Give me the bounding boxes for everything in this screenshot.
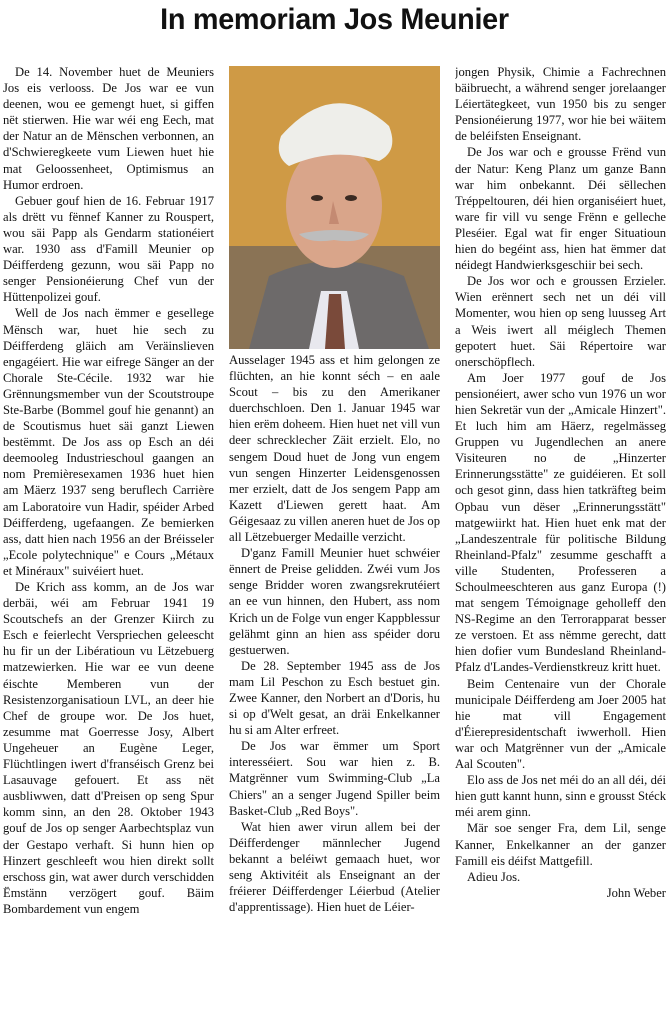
author-signature: John Weber (606, 885, 666, 900)
paragraph: De Krich ass komm, an de Jos war derbäi, wéi am Februar 1941 19 Scoutschefs an der Grenzer Kiirch zu Esch e feierlecht Verspriechen geleescht hu fir un der Libératioun vu Lëtzebuerg matzewierken. Hie war ee vun deene éischte Memberen vun der Resistenzorganisatioun LVL, an deer hie Chef de groupe wor. De Jos huet, zesumme mat Goerresse Josy, Albert Ungeheuer an Eugène Leger, Flüchtlingen iwert d'franséisch Grenz bei Lasauvage gefouert. Et ass nët ausbliwwen, datt d'Preisen op seng Spur komm sinn, an den 28. Oktober 1943 gouf de Jos op senger Aarbechtsplaz vun der Gestapo verhaft. Si hunn hien op Hinzert geschleeft wou hien direkt sollt erschoss gin, wat awer durch verschidden Ëmstänn verzögert gouf. Bäim Bombardement vun engem (3, 580, 214, 916)
paragraph: Beim Centenaire vun der Chorale municipale Déifferdeng am Joer 2005 hat hie mat vill Engagement d'Éierepresidentschaft iwwerholl. Hien war och Matgrënner vun der „Amicale Aal Scouten". (455, 676, 666, 772)
paragraph: Adieu Jos. (467, 869, 521, 884)
portrait-photo (229, 66, 440, 349)
paragraph: Gebuer gouf hien de 16. Februar 1917 als drëtt vu fënnef Kanner zu Rouspert, wou säi Papp als Gendarm stationéiert war. 1930 ass d'Famill Meunier op Déifferdeng gezunn, wou säi Papp no senger Pensionéierung Chef vun der Hüttenpolizei gouf. (3, 193, 214, 305)
paragraph: Well de Jos nach ëmmer e gesellege Mënsch war, huet hie sech zu Déifferdeng gläich am Veräinslieven engagéiert. Hie war eifrege Sänger an der Chorale Ste-Cécile. 1932 war hie Grënnungsmember vun der Scoutstroupe Ste-Barbe (Bommel gouf hie genannt) an de Scoutismus huet säi ganzt Liewen bestëmmt. De Jos ass op Esch an déi deemooleg Industrieschoul gaangen an nom Premièresexamen 1936 huet hien am Mäerz 1937 seng beruflech Carrière am Laboratoire vun Hadir, spéider Arbed Déifferdeng, ugefaangen. Ze bemierken ass, datt hien nach 1956 an der Bréisseler „Ecole polytechnique" e Cours „Métaux et Minéraux" suivéiert huet. (3, 306, 214, 578)
column-1 (3, 64, 214, 1036)
column-3 (455, 64, 666, 1036)
paragraph: Am Joer 1977 gouf de Jos pensionéiert, awer scho vun 1976 un wor hien Sekretär vun der „Amicale Hinzert". Et luch him am Häerz, regelmässeg Gruppen vu Jugendlechen an anere Visiteuren no de „Hinzerter Erinnerungsstätte" ze guidéieren. Et soll och gesot ginn, dass hien tatkräfteg beim Opbau vun dëser „Erinnerungsstätt" matgewiirkt hat. Hien huet enk mat der „Landeszentrale für politische Bildung Rheinland-Pfalz" zesumme geschafft a ville Studenten, Professeren a Schoulmeeschteren aus ganz Europa (!) mat sengem Témoignage geholleff den NS-Regime an den Terrorapparat besser ze verstoen. Et ass nëmme gerecht, datt hien dofier vum Bundesland Rheinland-Pfalz d'Landes-Verdienstkreuz kritt huet. (455, 370, 666, 675)
article-title: In memoriam Jos Meunier (160, 3, 509, 36)
paragraph: De Jos war och e grousse Frënd vun der Natur: Keng Planz um ganze Bann war him onbekannt. Déi sëllechen Tréppeltouren, déi hien organiséiert huet, ware fir vill vu senge Frënn e gelleche Pleséier. Egal wat fir enger Situatioun hien do begéint ass, hien hat ëmmer dat néidegt Handwierksgeschiir bei sech. (455, 145, 666, 273)
paragraph: Wat hien awer virun allem bei der Déifferdenger männlecher Jugend bekannt a beléiwt gemaach huet, wor seng Aktivitéit als Enseignant an der fréierer Déifferdenger Léierbud (Atelier d'apprentissage). Hien huet de Léier- (229, 819, 440, 915)
paragraph: Mär soe senger Fra, dem Lil, senge Kanner, Enkelkanner an der ganzer Famill eis déifst Mattgefill. (455, 821, 666, 868)
paragraph: De 28. September 1945 ass de Jos mam Lil Peschon zu Esch bestuet gin. Zwee Kanner, den Norbert an d'Doris, hu si op d'Welt gesat, an dräi Enkelkanner hu si am Alter erfreet. (229, 658, 440, 738)
paragraph: De Jos war ëmmer um Sport interesséiert. Sou war hien z. B. Matgrënner vum Swimming-Club „La Chiers" an a senger Jugend Spiller beim Basket-Club „Red Boys". (229, 739, 440, 818)
paragraph: Elo ass de Jos net méi do an all déi, déi hien gutt kannt hunn, sinn e grousst Stéck méi arem ginn. (455, 773, 666, 820)
paragraph: Ausselager 1945 ass et him gelongen ze flüchten, an hie konnt séch – en aale Scout – bis zu den Amerikaner duerchschloen. Den 1. Januar 1945 war hien erëm doheem. Hien huet net vill vun deer schrecklecher Zäit erzielt. Elo, no sengem Doud huet de Jong vun engem vun sengen Hinzerter Leidensgenossen mer erzielt, datt de Jos sengem Papp am Kazett d'Liewen gerett haat. Am Géigesaaz zu villen aneren huet de Jos op all Lëtzebuerger Medaille verzicht. (229, 353, 440, 545)
paragraph: De 14. November huet de Meuniers Jos eis verlooss. De Jos war ee vun deenen, wou ee gemengt huet, si giffen nët stierwen. Hie war wéi eng Eech, mat der Natur an de Mënschen verbonnen, an d'Schwieregkeete vum Liewen huet hie mat Geloossenheet, Optimismus an Humor erdroen. (3, 65, 214, 192)
paragraph: D'ganz Famill Meunier huet schwéier ënnert de Preise gelidden. Zwéi vum Jos senge Bridder woren zwangsrekrutéiert an ee vun hinnen, den Hubert, ass nom Krich un de Folge vun enger Kappblessur gelähmt ginn an hien ass spéider doru gestuerwen. (229, 546, 440, 657)
paragraph: jongen Physik, Chimie a Fachrechnen bäibruecht, a während senger jorelaanger Léiertätegkeet, vun 1950 bis zu senger Pensionéierung 1977, wor hie bei wäitem de beléifsten Enseignant. (455, 65, 666, 144)
portrait-illustration (229, 66, 440, 349)
column-2 (229, 352, 440, 1036)
paragraph: De Jos wor och e groussen Erzieler. Wien erënnert sech net un déi vill Momenter, wou hien op seng luusseg Art a Weis iwert all méiglech Themen gepotert huet. Säi Répertoire war onerschöpflech. (455, 274, 666, 369)
